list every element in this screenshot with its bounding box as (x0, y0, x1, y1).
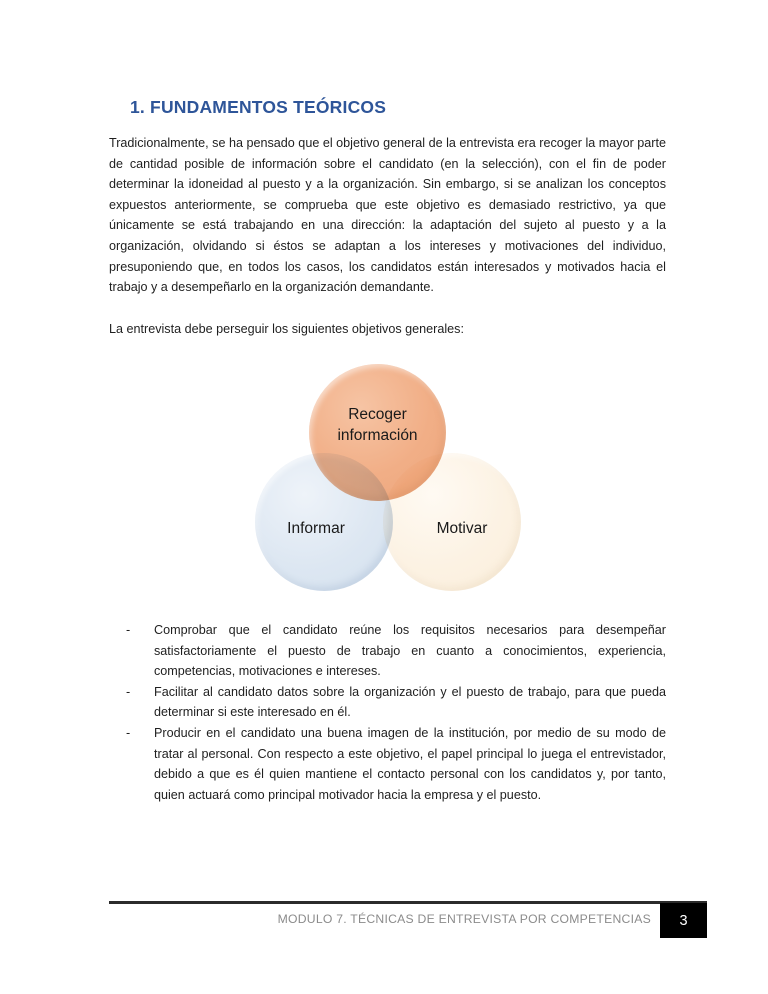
objectives-list (126, 620, 666, 805)
list-item (126, 620, 666, 682)
list-item-text: Producir en el candidato una buena imagen de la institución, por medio de su modo de tratar al personal. Con respecto a este objetivo, el papel principal lo juega el entrevistador, debido a que es él quien mantiene el contacto personal con los candidatos y, por tanto, quien actuará como principal motivador hacia la empresa y el puesto. (154, 725, 666, 802)
list-item (126, 723, 666, 805)
list-item-text: Comprobar que el candidato reúne los requisitos necesarios para desempeñar satisfactoriamente el puesto de trabajo en cuanto a conocimientos, experiencia, competencias, motivaciones e intereses. (154, 623, 666, 679)
list-bullet-marker: - (126, 725, 131, 740)
venn-label-motivar: Motivar (436, 519, 488, 537)
footer-label: MODULO 7. TÉCNICAS DE ENTREVISTA POR COMPETENCIAS (277, 912, 651, 926)
venn-label-informar: Informar (287, 519, 345, 537)
list-bullet-marker: - (126, 684, 131, 699)
page-number-badge: 3 (660, 903, 707, 938)
footer-divider (109, 901, 707, 904)
body-text-block (109, 133, 666, 339)
list-bullet-marker: - (126, 623, 131, 637)
venn-label-recoger-informacion: Recoger información (337, 405, 418, 444)
list-item-text: Facilitar al candidato datos sobre la organización y el puesto de trabajo, para que pueda determinar si este interesado en él. (154, 684, 666, 720)
list-item (126, 682, 666, 723)
paragraph-objectives-lead-in: La entrevista debe perseguir los siguientes objetivos generales: (109, 321, 464, 336)
page-title: 1. FUNDAMENTOS TEÓRICOS (130, 96, 387, 117)
venn-diagram (250, 358, 512, 596)
venn-circle-recoger-informacion (309, 364, 446, 501)
paragraph-intro: Tradicionalmente, se ha pensado que el objetivo general de la entrevista era recoger la mayor parte de cantidad posible de información sobre el candidato (en la selección), con el fin de poder determinar la idoneidad al puesto y a la organización. Sin embargo, si se analizan los conceptos expuestos anteriormente, se comprueba que este objetivo es demasiado restrictivo, ya que únicamente se está trabajando en una dirección: la adaptación del sujeto al puesto y a la organización, olvidando si éstos se adaptan a los intereses y motivaciones del individuo, presuponiendo que, en todos los casos, los candidatos están interesados y motivados hacia el trabajo y a desempeñarlo en la organización demandante. (109, 136, 666, 295)
